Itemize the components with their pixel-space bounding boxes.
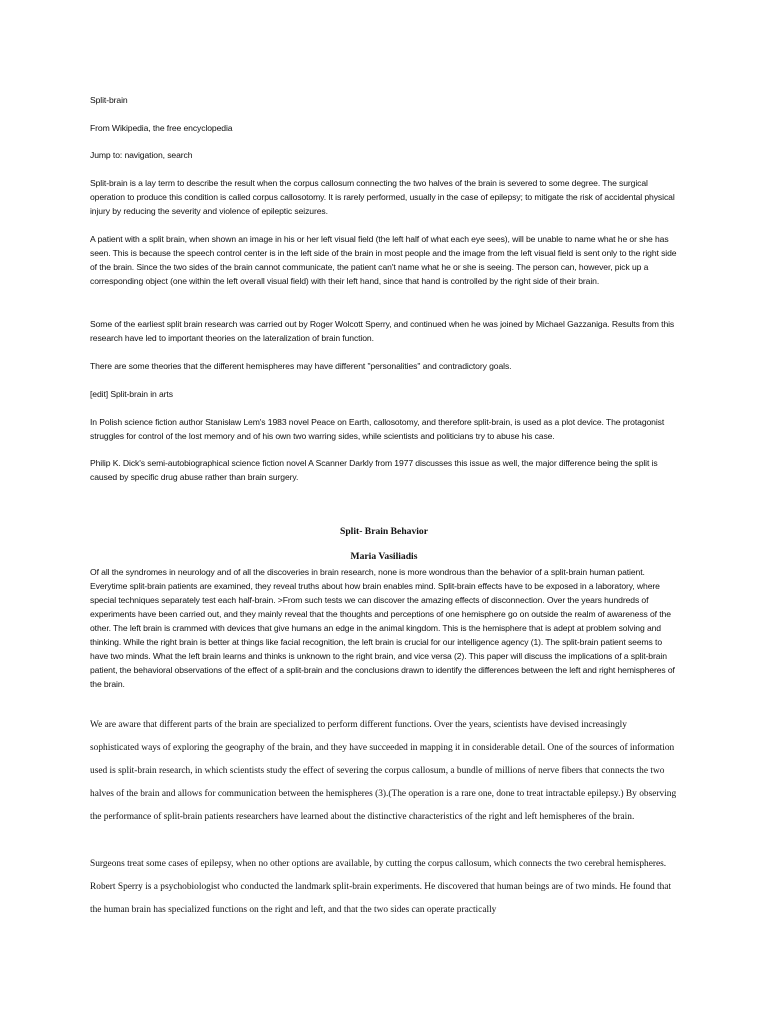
article-title: Split-brain [90,95,128,105]
paragraph-lem: In Polish science fiction author Stanisław Lem's 1983 novel Peace on Earth, callosotomy, and therefore split-brain, is used as a plot device. The protagonist struggles for control of the lost memory and of his own two warring sides, while scientists and politicians try to abuse his case. [90,417,665,441]
essay-intro-paragraph: Of all the syndromes in neurology and of all the discoveries in brain research, none is more wondrous than the behavior of a split-brain human patient. Everytime split-brain patients are examined, they reveal truths about how brain enables mind. Split-brain effects have to be exposed in a laboratory, where special techniques separately test each half-brain. >From such tests we can discover the amazing effects of disconnection. Over the years hundreds of experiments have been carried out, and they mainly reveal that the thoughts and perceptions of one hemisphere go on outside the realm of awareness of the other. The left brain is crammed with devices that give humans an edge in the animal kingdom. This is the hemisphere that is adept at problem solving and thinking. While the right brain is better at things like facial recognition, the left brain is crucial for our intelligence agency (1). The split-brain patient seems to have two minds. What the left brain learns and thinks is unknown to the right brain, and vice versa (2). This paper will discuss the implications of a split-brain patient, the behavioral observations of the effect of a split-brain and the conclusions drawn to identify the differences between the left and right hemispheres of the brain. [90,567,675,689]
essay-body-paragraph-1: We are aware that different parts of the brain are specialized to perform different functions. Over the years, scientists have devised increasingly sophisticated ways of exploring the geography of the brain, and they have succeeded in mapping it in considerable detail. One of the sources of information used is split-brain research, in which scientists study the effect of severing the corpus callosum, a bundle of millions of nerve fibers that connects the two halves of the brain and allows for communication between the hemispheres (3).(The operation is a rare one, done to treat intractable epilepsy.) By observing the performance of split-brain patients researchers have learned about the distinctive characteristics of the right and left hemispheres of the brain. [90,720,677,822]
jump-to-line: Jump to: navigation, search [90,150,193,160]
essay-title: Split- Brain Behavior [340,526,428,537]
article-source: From Wikipedia, the free encyclopedia [90,123,233,133]
essay-body-paragraph-2: Surgeons treat some cases of epilepsy, when no other options are available, by cutting the corpus callosum, which connects the two cerebral hemispheres. Robert Sperry is a psychobiologist who conducted the landmark split-brain experiments. He discovered that human beings are of two minds. He found that the human brain has specialized functions on the right and left, and that the two sides can operate practically [90,859,672,915]
paragraph-theories: There are some theories that the different hemispheres may have different "personalities" and contradictory goals. [90,361,512,371]
section-heading-arts: [edit] Split-brain in arts [90,389,173,399]
paragraph-visual-field: A patient with a split brain, when shown an image in his or her left visual field (the left half of what each eye sees), will be unable to name what he or she has seen. This is because the speech control center is in the left side of the brain in most people and the image from the left visual field is sent only to the right side of the brain. Since the two sides of the brain cannot communicate, the patient can't name what he or she is seeing. The person can, however, pick up a corresponding object (one within the left overall visual field) with their left hand, since that hand is controlled by the right side of their brain. [90,234,677,286]
essay-author: Maria Vasiliadis [350,551,418,562]
paragraph-research: Some of the earliest split brain research was carried out by Roger Wolcott Sperry, and continued when he was joined by Michael Gazzaniga. Results from this research have led to important theories on the lateralization of brain function. [90,319,675,343]
paragraph-definition: Split-brain is a lay term to describe the result when the corpus callosum connecting the two halves of the brain is severed to some degree. The surgical operation to produce this condition is called corpus callosotomy. It is rarely performed, usually in the case of epilepsy; to mitigate the risk of accidental physical injury by reducing the severity and violence of epileptic seizures. [90,178,675,216]
paragraph-dick: Philip K. Dick's semi-autobiographical science fiction novel A Scanner Darkly from 1977 discusses this issue as well, the major difference being the split is caused by specific drug abuse rather than brain surgery. [90,458,658,482]
